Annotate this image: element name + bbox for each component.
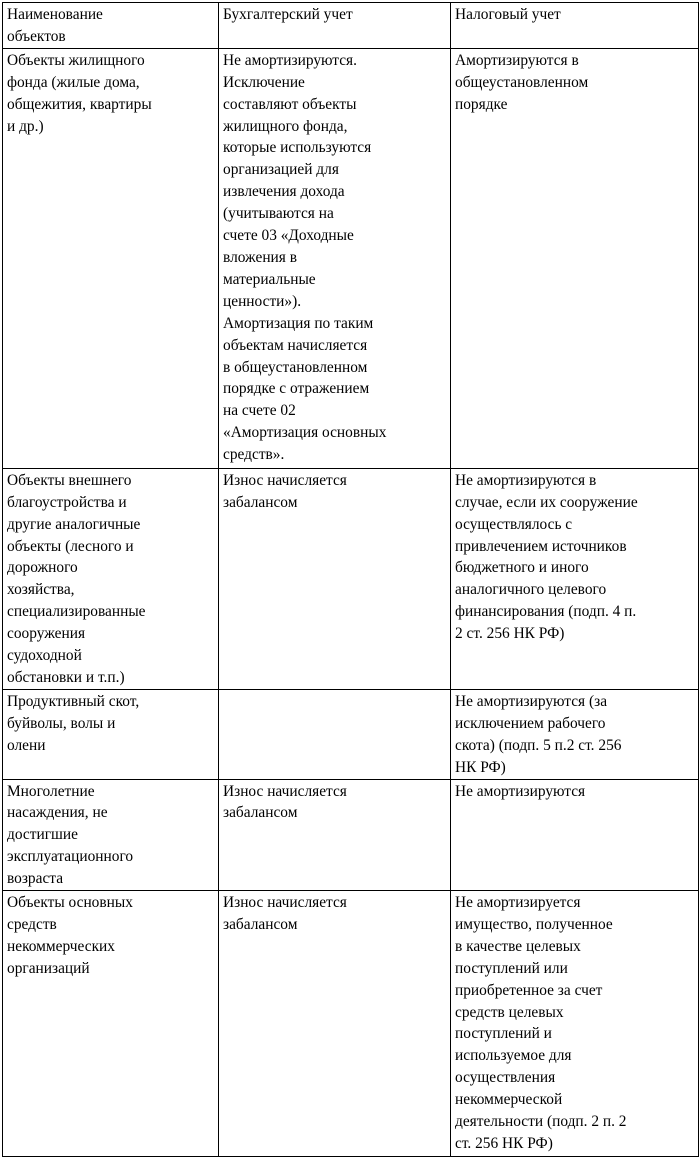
cell-text-line: осуществлялось с (455, 515, 573, 533)
cell-text-line: и др.) (7, 117, 44, 135)
cell-tax (451, 468, 699, 689)
cell-text-line: средств целевых (455, 1003, 564, 1021)
cell-text-line: жилищного фонда, (223, 117, 348, 135)
cell-text-line: в общеустановленном (223, 358, 368, 376)
cell-text-line: Амортизация по таким (223, 314, 374, 332)
cell-text-line: извлечения дохода (223, 183, 345, 201)
table-row (3, 48, 699, 468)
cell-tax (451, 689, 699, 779)
cell-text-line: материальные (223, 270, 316, 288)
cell-text-line: обстановки и т.п.) (7, 668, 125, 686)
cell-text-line: в качестве целевых (455, 937, 581, 955)
cell-text-line: хозяйства, (7, 581, 75, 599)
cell-text-line: Износ начисляется (223, 471, 347, 489)
cell-text-line: составляют объекты (223, 95, 357, 113)
cell-object (3, 779, 219, 891)
cell-text-line: Многолетние (7, 782, 95, 800)
cell-accounting (219, 689, 451, 779)
cell-text-line: исключением рабочего (455, 714, 606, 732)
cell-text-line: благоустройства и (7, 493, 127, 511)
cell-text-line: случае, если их сооружение (455, 493, 638, 511)
cell-text-line: ценности»). (223, 292, 302, 310)
cell-text-line: которые используются (223, 139, 372, 157)
cell-text-line: Исключение (223, 73, 305, 91)
cell-text-line: некоммерческой (455, 1091, 563, 1109)
table-row (3, 689, 699, 779)
cell-text-line: имущество, полученное (455, 915, 613, 933)
cell-object (3, 891, 219, 1157)
cell-text-line: насаждения, не (7, 804, 108, 822)
cell-text-line: объектам начисляется (223, 336, 368, 354)
cell-object (3, 48, 219, 468)
cell-text-line: Не амортизируются (455, 782, 586, 800)
cell-text-line: НК РФ) (455, 758, 506, 776)
cell-text-line: (учитываются на (223, 205, 334, 223)
cell-text-line: некоммерческих (7, 937, 115, 955)
table-row (3, 891, 699, 1157)
cell-tax (451, 779, 699, 891)
cell-text-line: Наименование (7, 6, 103, 23)
cell-text-line: буйволы, волы и (7, 714, 116, 732)
cell-text-line: забалансом (223, 915, 298, 933)
cell-text-line: Объекты внешнего (7, 471, 132, 489)
cell-text-line: Не амортизируются в (455, 471, 597, 489)
cell-text-line: общежития, квартиры (7, 95, 152, 113)
cell-text-line: забалансом (223, 493, 298, 511)
header-accounting (219, 3, 451, 49)
cell-text-line: Налоговый учет (455, 6, 561, 23)
cell-accounting (219, 891, 451, 1157)
cell-text-line: судоходной (7, 647, 82, 665)
cell-text-line: олени (7, 736, 46, 754)
cell-text-line: Объекты основных (7, 894, 133, 912)
cell-tax (451, 48, 699, 468)
cell-text-line: ст. 256 НК РФ) (455, 1135, 553, 1152)
cell-text-line: бюджетного и иного (455, 559, 589, 577)
cell-text-line: поступлений или (455, 959, 568, 977)
cell-text-line: привлечением источников (455, 537, 627, 555)
cell-text-line: объекты (лесного и (7, 537, 134, 555)
cell-text-line: организацией для (223, 161, 339, 179)
cell-text-line: «Амортизация основных (223, 424, 387, 442)
cell-object (3, 689, 219, 779)
cell-text-line: финансирования (подп. 4 п. (455, 603, 637, 621)
cell-text-line: Амортизируются в (455, 51, 579, 69)
cell-text-line: другие аналогичные (7, 515, 141, 533)
cell-accounting (219, 779, 451, 891)
cell-text-line: осуществления (455, 1069, 556, 1087)
depreciation-comparison-table (2, 2, 699, 1157)
cell-text-line: 2 ст. 256 НК РФ) (455, 625, 565, 643)
cell-text-line: общеустановленном (455, 73, 589, 91)
cell-text-line: порядке (455, 95, 508, 113)
cell-text-line: специализированные (7, 603, 146, 621)
cell-text-line: порядке с отражением (223, 380, 370, 398)
table-header-row (3, 3, 699, 49)
cell-text-line: Продуктивный скот, (7, 692, 140, 710)
cell-text-line: аналогичного целевого (455, 581, 607, 599)
cell-text-line: Не амортизируются. (223, 51, 357, 69)
cell-object (3, 468, 219, 689)
cell-text-line: сооружения (7, 625, 86, 643)
table-row (3, 468, 699, 689)
cell-text-line: Бухгалтерский учет (223, 6, 353, 23)
cell-text-line: Износ начисляется (223, 894, 347, 912)
cell-text-line: поступлений и (455, 1025, 552, 1043)
cell-accounting (219, 48, 451, 468)
cell-accounting (219, 468, 451, 689)
cell-text-line: Износ начисляется (223, 782, 347, 800)
cell-text-line: счете 03 «Доходные (223, 227, 354, 245)
cell-text-line: средств (7, 915, 57, 933)
cell-text-line: деятельности (подп. 2 п. 2 (455, 1113, 627, 1131)
cell-text-line: скота) (подп. 5 п.2 ст. 256 (455, 736, 622, 754)
cell-text-line: дорожного (7, 559, 78, 577)
header-object-name (3, 3, 219, 49)
header-tax (451, 3, 699, 49)
cell-tax (451, 891, 699, 1157)
cell-text-line: используемое для (455, 1047, 572, 1065)
cell-text-line: возраста (7, 870, 64, 888)
cell-text-line: достигшие (7, 826, 78, 844)
cell-text-line: приобретенное за счет (455, 981, 603, 999)
cell-text-line: объектов (7, 27, 66, 45)
cell-text-line: забалансом (223, 804, 298, 822)
cell-text-line: эксплуатационного (7, 848, 134, 866)
cell-text-line: фонда (жилые дома, (7, 73, 140, 91)
cell-text-line: вложения в (223, 248, 297, 266)
cell-text-line: на счете 02 (223, 402, 296, 420)
cell-text-line: Не амортизируются (за (455, 692, 608, 710)
cell-text-line: организаций (7, 959, 90, 977)
cell-text-line: Объекты жилищного (7, 51, 145, 69)
table-row (3, 779, 699, 891)
cell-text-line: средств». (223, 446, 285, 464)
cell-text-line: Не амортизируется (455, 894, 581, 912)
